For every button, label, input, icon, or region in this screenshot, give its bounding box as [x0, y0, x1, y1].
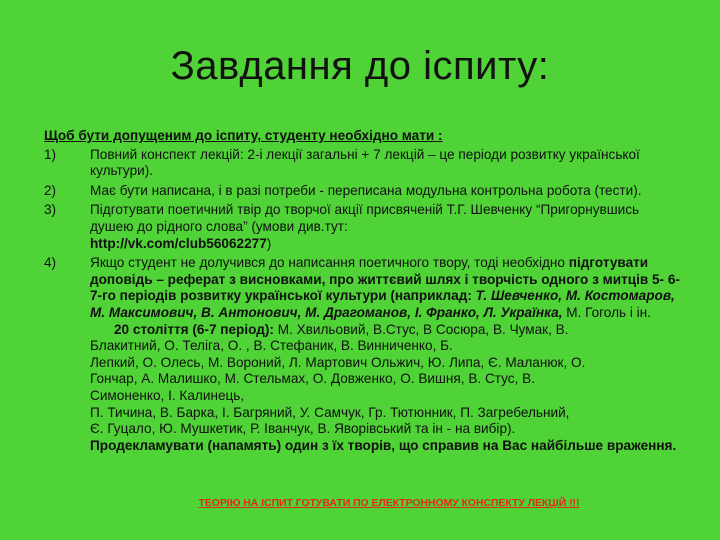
item-text: Повний конспект лекцій: 2-і лекції загальні + 7 лекцій – це періоди розвитку української культури).	[90, 146, 640, 179]
list-item	[44, 183, 684, 200]
list-item	[44, 255, 684, 454]
century-authors: М. Хвильовий, В.Стус, В Сосюра, В. Чумак, В.	[273, 321, 569, 337]
recitation-instruction: Продекламувати (напамять) один з їх творів, що справив на Вас найбільше враження.	[90, 437, 677, 453]
footer-note: ТЕОРІЮ НА ІСПИТ ГОТУВАТИ ПО ЕЛЕКТРОННОМУ КОНСПЕКТУ ЛЕКЦІЙ !!!	[198, 498, 580, 509]
slide-title: Завдання до іспиту:	[170, 44, 550, 88]
footer-note-wrapper	[0, 493, 720, 511]
item-text: Підготувати поетичний твір до творчої акції присвяченій Т.Г. Шевченку “Пригорнувшись душею до рідного слова” (умови див.тут:	[90, 202, 640, 234]
authors-line: Лепкий, О. Олесь, М. Вороний, Л. Мартович Ольжич, Ю. Липа, Є. Маланюк, О.	[90, 354, 586, 370]
item-text: Якщо студент не долучився до написання поетичного твору, тоді необхідно	[90, 255, 565, 271]
exam-requirements	[44, 128, 684, 457]
item-number: 2)	[44, 182, 57, 198]
century-label: 20 століття (6-7 період):	[114, 321, 274, 337]
report-instruction: підготувати доповідь – реферат з висновками, про життєвий шлях і творчість одного з митців 5- 6- 7-го періодів розвитку української культури (наприклад:	[90, 255, 680, 304]
century-line	[90, 322, 684, 339]
authors-line: П. Тичина, В. Барка, І. Багряний, У. Самчук, Гр. Тютюнник, П. Загребельний,	[90, 404, 570, 420]
authors-line: Є. Гуцало, Ю. Мушкетик, Р. Іванчук, В. Яворівський та ін - на вибір).	[90, 421, 516, 437]
vk-link[interactable]: http://vk.com/club56062277	[90, 235, 267, 251]
authors-line: Симоненко, І. Калинець,	[90, 387, 245, 403]
list-item	[44, 202, 684, 252]
list-item	[44, 147, 684, 180]
example-authors: Т. Шевченко, М. Костомаров, М. Максимович, В. Антонович, М. Драгоманов, І. Франко, Л. Українка,	[90, 288, 675, 320]
item-text: Має бути написана, і в разі потреби - переписана модульна контрольна робота (тести).	[90, 182, 642, 198]
authors-line: Гончар, А. Малишко, М. Стельмах, О. Довженко, О. Вишня, В. Стус, В.	[90, 371, 535, 387]
intro-line: Щоб бути допущеним до іспиту, студенту необхідно мати :	[44, 128, 443, 143]
item-number: 1)	[44, 146, 57, 162]
item-body	[90, 202, 684, 252]
item-number: 3)	[44, 202, 57, 218]
link-suffix: )	[266, 235, 272, 251]
authors-line: Блакитний, О. Теліга, О. , В. Стефаник, В. Винниченко, Б.	[90, 338, 453, 354]
item-number: 4)	[44, 255, 57, 271]
example-authors-tail: М. Гоголь і ін.	[562, 304, 651, 320]
item-body	[90, 255, 684, 454]
